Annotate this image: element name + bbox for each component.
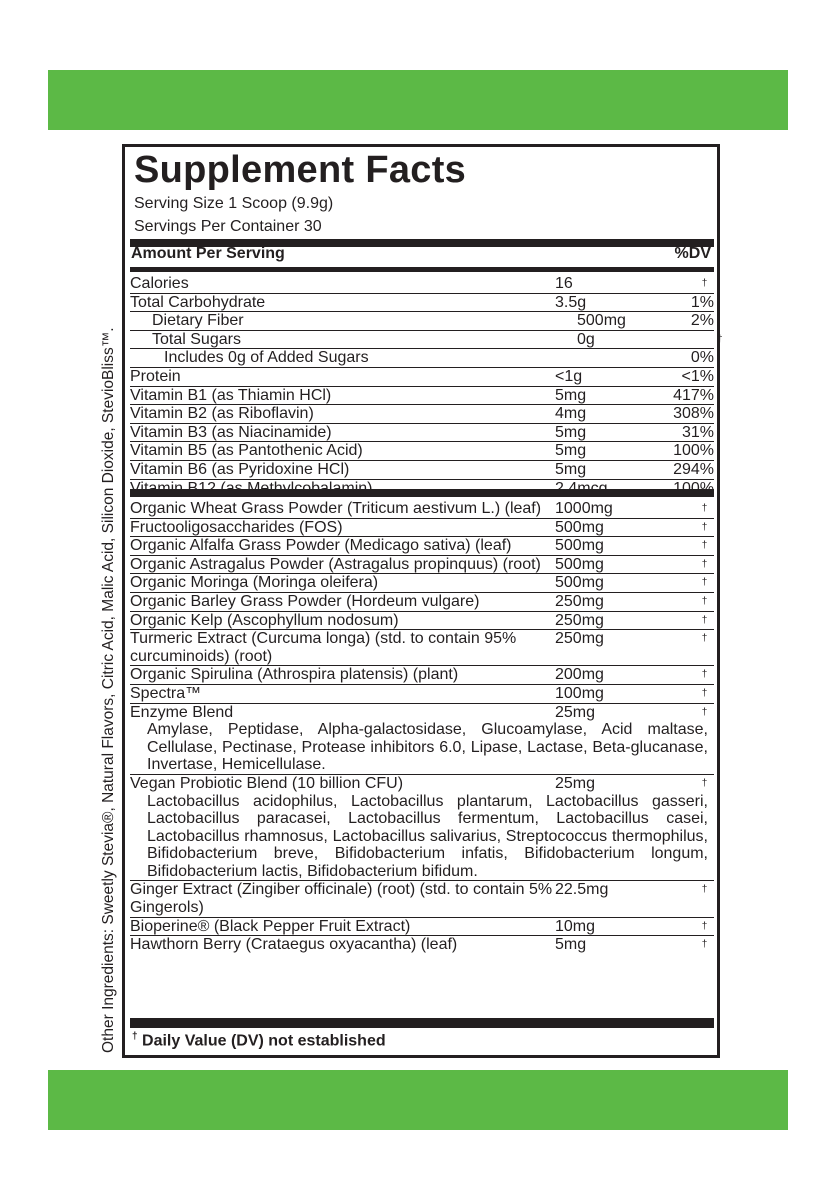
nutrient-dv: 308% xyxy=(673,405,714,423)
table-row xyxy=(130,666,714,685)
ingredient-dv: † xyxy=(701,614,708,626)
table-row xyxy=(130,330,723,350)
ingredient-dv: † xyxy=(701,687,708,699)
table-row xyxy=(130,349,714,368)
nutrient-amount: 5mg xyxy=(555,442,587,460)
nutrient-name: Calories xyxy=(130,275,189,292)
table-row xyxy=(130,461,714,480)
nutrient-name: Vitamin B3 (as Niacinamide) xyxy=(130,423,332,441)
nutrient-name: Total Sugars xyxy=(152,330,241,348)
table-row xyxy=(130,918,714,937)
ingredient-dv: † xyxy=(701,633,708,645)
nutrient-amount: <1g xyxy=(555,367,583,385)
table-row xyxy=(130,612,714,631)
nutrient-dv: 100% xyxy=(673,442,714,460)
ingredient-amount: 500mg xyxy=(555,537,604,555)
ingredient-dv: † xyxy=(701,939,708,951)
dv-header-label: %DV xyxy=(674,245,711,262)
ingredient-name: Enzyme Blend xyxy=(130,703,234,721)
ingredient-dv: † xyxy=(701,884,708,896)
ingredient-dv: † xyxy=(701,706,708,718)
ingredient-name: Fructooligosaccharides (FOS) xyxy=(130,518,343,536)
servings-per-container: Servings Per Container 30 xyxy=(134,218,322,235)
table-row xyxy=(130,442,714,461)
panel-title: Supplement Facts xyxy=(134,149,467,191)
ingredient-amount: 250mg xyxy=(555,630,604,648)
ingredient-name: Hawthorn Berry (Crataegus oxyacantha) (leaf) xyxy=(130,936,458,954)
nutrient-dv: 31% xyxy=(681,423,714,441)
blend-components: Amylase, Peptidase, Alpha-galactosidase, Glucoamylase, Acid maltase, Cellulase, Pectinase, Protease inhibitors 6.0, Lipase, Lactase, Beta-glucanase, Invertase, Hemicellulase. xyxy=(147,721,708,774)
bottom-green-band xyxy=(48,1070,788,1130)
ingredient-list xyxy=(130,500,714,954)
nutrient-amount: 5mg xyxy=(555,423,587,441)
table-row xyxy=(130,424,714,443)
ingredient-name: Organic Spirulina (Athrospira platensis) (plant) xyxy=(130,666,459,684)
table-row xyxy=(130,294,714,313)
ingredient-dv: † xyxy=(701,540,708,552)
ingredient-name: Ginger Extract (Zingiber officinale) (root) (std. to contain 5% Gingerols) xyxy=(130,881,553,917)
nutrient-dv: 0% xyxy=(690,349,714,367)
ingredient-amount: 250mg xyxy=(555,592,604,610)
nutrient-amount: 0g xyxy=(577,330,595,348)
medium-divider xyxy=(130,267,714,272)
blend-components: Lactobacillus acidophilus, Lactobacillus plantarum, Lactobacillus gasseri, Lactobacillus paracasei, Lactobacillus fermentum, Lactobacillus casei, Lactobacillus rhamnosus, Lactobacillus salivarius, Streptococcus thermophilus, Bifidobacterium breve, Bifidobacterium infatis, Bifidobacterium longum, Bifidobacterium lactis, Bifidobacterium bifidum. xyxy=(147,792,708,880)
nutrient-name: Dietary Fiber xyxy=(152,312,244,330)
nutrient-name: Vitamin B1 (as Thiamin HCl) xyxy=(130,386,332,404)
dagger-mark: † xyxy=(132,1031,138,1042)
nutrient-amount: 3.5g xyxy=(555,293,587,311)
nutrient-amount: 4mg xyxy=(555,405,587,423)
nutrient-amount: 5mg xyxy=(555,460,587,478)
ingredient-dv: † xyxy=(701,669,708,681)
nutrient-name: Includes 0g of Added Sugars xyxy=(164,349,369,367)
nutrient-dv: <1% xyxy=(681,367,714,385)
thick-divider xyxy=(130,1018,714,1028)
table-row xyxy=(130,387,714,406)
top-green-band xyxy=(48,70,788,130)
ingredient-name: Spectra™ xyxy=(130,684,202,702)
serving-size: Serving Size 1 Scoop (9.9g) xyxy=(134,195,334,212)
nutrient-list xyxy=(130,275,723,497)
table-row xyxy=(130,593,714,612)
ingredient-amount: 500mg xyxy=(555,574,604,592)
ingredient-amount: 5mg xyxy=(555,936,587,954)
nutrient-name: Vitamin B6 (as Pyridoxine HCl) xyxy=(130,460,350,478)
amount-header xyxy=(131,245,711,265)
table-row xyxy=(130,537,714,556)
footnote-text: Daily Value (DV) not established xyxy=(137,1032,386,1050)
ingredient-name: Vegan Probiotic Blend (10 billion CFU) xyxy=(130,774,404,792)
thick-divider xyxy=(130,489,714,497)
ingredient-amount: 25mg xyxy=(555,774,596,792)
ingredient-amount: 25mg xyxy=(555,703,596,721)
ingredient-name: Organic Alfalfa Grass Powder (Medicago sativa) (leaf) xyxy=(130,537,512,555)
table-row xyxy=(130,775,714,882)
table-row xyxy=(130,405,714,424)
ingredient-dv: † xyxy=(701,503,708,514)
table-row xyxy=(130,275,714,294)
nutrient-amount: 5mg xyxy=(555,386,587,404)
ingredient-amount: 500mg xyxy=(555,555,604,573)
nutrient-dv: 417% xyxy=(673,386,714,404)
ingredient-amount: 100mg xyxy=(555,684,604,702)
ingredient-amount: 250mg xyxy=(555,611,604,629)
table-row xyxy=(130,936,714,954)
nutrient-dv: 2% xyxy=(690,312,714,330)
nutrient-name: Total Carbohydrate xyxy=(130,293,266,311)
ingredient-amount: 22.5mg xyxy=(555,881,609,899)
ingredient-dv: † xyxy=(701,920,708,932)
ingredient-amount: 1000mg xyxy=(555,500,613,517)
other-ingredients: Other Ingredients: Sweetly Stevia®, Natural Flavors, Citric Acid, Malic Acid, Silicon Dioxide, StevioBliss™. xyxy=(100,327,117,1053)
ingredient-name: Organic Astragalus Powder (Astragalus propinquus) (root) xyxy=(130,555,541,573)
table-row xyxy=(130,685,714,704)
table-row xyxy=(130,574,714,593)
ingredient-dv: † xyxy=(701,558,708,570)
nutrient-amount: 16 xyxy=(555,275,573,292)
ingredient-name: Turmeric Extract (Curcuma longa) (std. to contain 95% curcuminoids) (root) xyxy=(130,630,517,665)
ingredient-dv: † xyxy=(701,595,708,607)
ingredient-amount: 500mg xyxy=(555,518,604,536)
ingredient-name: Organic Moringa (Moringa oleifera) xyxy=(130,574,379,592)
ingredient-name: Bioperine® (Black Pepper Fruit Extract) xyxy=(130,917,411,935)
table-row xyxy=(130,312,714,331)
amount-per-serving-label: Amount Per Serving xyxy=(131,245,285,262)
nutrient-name: Protein xyxy=(130,367,181,385)
ingredient-dv: † xyxy=(701,521,708,533)
supplement-facts-panel xyxy=(122,144,723,1058)
nutrient-amount xyxy=(589,349,689,367)
nutrient-dv: 294% xyxy=(673,460,714,478)
table-row xyxy=(130,368,714,387)
ingredient-name: Organic Kelp (Ascophyllum nodosum) xyxy=(130,611,399,629)
dv-footnote xyxy=(132,1031,386,1050)
nutrient-dv: 1% xyxy=(690,293,714,311)
ingredient-dv: † xyxy=(701,577,708,589)
ingredient-name: Organic Barley Grass Powder (Hordeum vulgare) xyxy=(130,592,480,610)
table-row xyxy=(130,556,714,575)
nutrient-name: Vitamin B2 (as Riboflavin) xyxy=(130,405,314,423)
table-row xyxy=(130,519,714,538)
nutrient-dv: † xyxy=(717,333,723,345)
ingredient-name: Organic Wheat Grass Powder (Triticum aestivum L.) (leaf) xyxy=(130,500,542,517)
table-row xyxy=(130,881,714,917)
nutrient-name: Vitamin B5 (as Pantothenic Acid) xyxy=(130,442,363,460)
ingredient-amount: 10mg xyxy=(555,917,596,935)
nutrient-dv: † xyxy=(701,278,708,289)
ingredient-dv: † xyxy=(701,777,708,789)
table-row xyxy=(130,500,714,519)
nutrient-amount: 500mg xyxy=(577,312,626,330)
table-row xyxy=(130,704,714,775)
table-row xyxy=(130,630,714,666)
ingredient-amount: 200mg xyxy=(555,666,604,684)
